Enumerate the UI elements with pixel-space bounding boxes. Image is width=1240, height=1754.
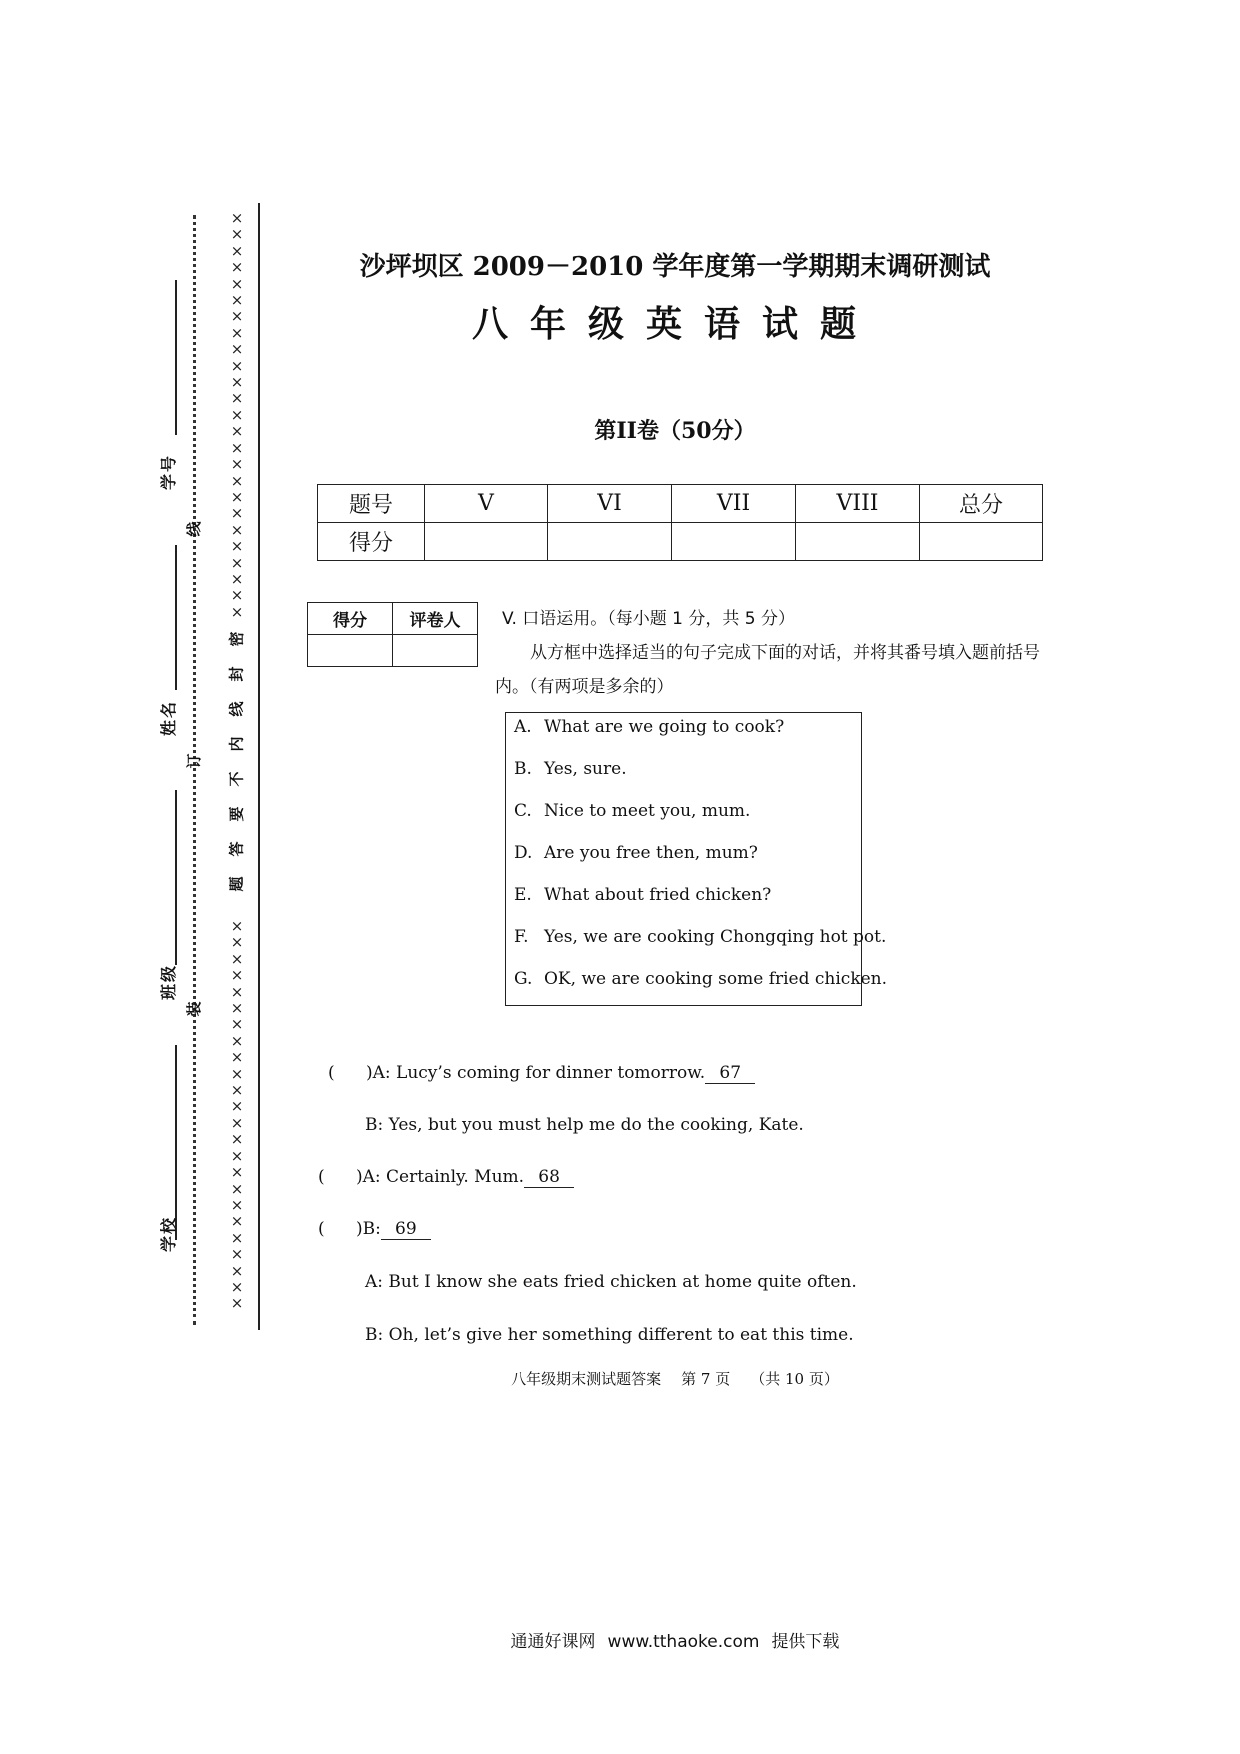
student-id-label: 学号 [159,453,178,490]
option-text: OK, we are cooking some fried chicken. [544,969,888,989]
warning-char: 要 [227,806,246,822]
credit-note: 提供下载 [771,1632,840,1652]
cross-mark: × [230,1031,244,1050]
cross-mark: × [230,1163,244,1182]
cross-mark: × [230,356,244,375]
grader-cell: 得分 [308,603,393,635]
grader-entry-cell[interactable] [308,635,393,667]
dialogue-line: B: Yes, but you must help me do the cooking, Kate. [365,1115,804,1135]
score-entry-cell[interactable] [425,523,548,561]
dialogue-text: A: Lucy’s coming for dinner tomorrow. [372,1063,706,1083]
answer-paren-close: ) [356,1167,363,1187]
question-number: 69 [381,1219,431,1240]
footer-name: 八年级期末测试题答案 [511,1370,662,1388]
section-v-heading: V. 口语运用。（每小题 1 分，共 5 分） [502,609,795,629]
option-item [514,801,750,821]
cross-mark: × [230,1245,244,1264]
class-label: 班级 [159,963,178,1000]
cross-mark: × [230,455,244,474]
cross-mark: × [230,966,244,985]
option-item [514,927,886,947]
cross-mark: × [230,487,244,506]
cross-mark: × [230,1212,244,1231]
binding-marker-ding: 订 [185,753,203,769]
warning-char: 线 [227,701,246,717]
score-entry-cell[interactable] [672,523,796,561]
exam-title: 沙坪坝区 2009－2010 学年度第一学期期末调研测试 [359,252,991,282]
grader-entry-cell[interactable] [393,635,478,667]
warning-char: 不 [227,771,246,787]
binding-marker-xian: 线 [185,521,203,537]
school-blank [175,1045,177,1240]
dialogue-text: A: Certainly. Mum. [362,1167,525,1187]
option-item [514,843,758,863]
fold-dotted-line [193,215,196,1325]
cross-mark: × [230,1081,244,1100]
cross-mark: × [230,933,244,952]
cross-mark: × [230,323,244,342]
cross-mark: × [230,504,244,523]
cross-mark: × [230,241,244,260]
download-credit [250,1627,1100,1652]
binding-line [258,203,260,1330]
cross-mark: × [230,389,244,408]
cross-mark: × [230,1195,244,1214]
score-entry-cell[interactable] [548,523,672,561]
warning-char: 密 [227,631,246,647]
option-label: G. [514,969,533,989]
cross-mark: × [230,1261,244,1280]
cross-marks-top [226,210,248,620]
footer-total: （共 10 页） [750,1370,839,1388]
options-box [505,712,888,1006]
option-text: Nice to meet you, mum. [544,801,751,821]
question-number: 68 [524,1167,574,1188]
question-number: 67 [705,1063,755,1084]
name-blank [175,545,177,690]
option-text: Are you free then, mum? [544,843,758,863]
score-table-cell: 得分 [318,523,425,561]
cross-mark: × [230,1097,244,1116]
option-item [514,885,771,905]
cross-mark: × [230,520,244,539]
cross-mark: × [230,225,244,244]
option-label: E. [514,885,532,905]
cross-mark: × [230,1277,244,1296]
cross-mark: × [230,1048,244,1067]
answer-paren-close: ) [366,1063,373,1083]
cross-mark: × [230,918,244,935]
warning-char: 内 [227,736,246,752]
cross-mark: × [230,949,244,968]
cross-mark: × [230,340,244,359]
cross-mark: × [230,569,244,588]
option-text: Yes, sure. [544,759,627,779]
cross-mark: × [230,405,244,424]
warning-char: 题 [227,876,246,892]
answer-paren-open[interactable]: ( [318,1219,325,1239]
cross-mark: × [230,1228,244,1247]
score-table-header-row [318,485,1043,523]
option-text: What are we going to cook? [544,717,785,737]
cross-mark: × [230,274,244,293]
cross-mark: × [230,471,244,490]
cross-mark: × [230,307,244,326]
page-footer [250,1368,1100,1389]
score-table-cell: VII [672,485,796,523]
score-table-cell: 总分 [920,485,1043,523]
cross-mark: × [230,1179,244,1198]
option-label: B. [514,759,532,779]
credit-url[interactable]: www.tthaoke.com [607,1632,760,1652]
dialogue-text: B: [362,1219,381,1239]
cross-mark: × [230,553,244,572]
score-table-score-row [318,523,1043,561]
option-label: C. [514,801,532,821]
cross-mark: × [230,438,244,457]
dialogue-line: A: But I know she eats fried chicken at home quite often. [365,1272,857,1292]
cross-mark: × [230,1015,244,1034]
score-entry-cell[interactable] [796,523,920,561]
cross-marks-bottom [226,918,248,1323]
option-text: What about fried chicken? [544,885,772,905]
score-table-cell: 题号 [318,485,425,523]
option-item [514,969,887,989]
name-label: 姓名 [159,699,178,736]
cross-mark: × [230,999,244,1018]
student-id-blank [175,280,177,435]
footer-page: 第 7 页 [681,1370,731,1388]
credit-site: 通通好课网 [510,1632,596,1652]
dialogue-line: B: Oh, let’s give her something different to eat this time. [365,1325,854,1345]
cross-mark: × [230,586,244,605]
cross-mark: × [230,1064,244,1083]
cross-mark: × [230,1294,244,1313]
dialogue-line-69 [318,1219,431,1240]
cross-mark: × [230,373,244,392]
score-table-cell: VIII [796,485,920,523]
answer-paren-close: ) [356,1219,363,1239]
dialogue-line-68 [318,1167,574,1188]
answer-paren-open[interactable]: ( [318,1167,325,1187]
cross-mark: × [230,1146,244,1165]
option-item [514,759,627,779]
dialogue-line-67 [328,1063,755,1084]
class-blank [175,790,177,965]
score-table-cell: VI [548,485,672,523]
cross-mark: × [230,982,244,1001]
volume-heading: 第II卷（50分） [594,418,756,444]
option-item [514,717,784,737]
score-entry-cell[interactable] [920,523,1043,561]
school-label: 学校 [159,1215,178,1252]
warning-char: 答 [227,841,246,857]
option-label: A. [514,717,532,737]
cross-mark: × [230,291,244,310]
cross-mark: × [230,602,244,620]
option-label: D. [514,843,533,863]
answer-paren-open[interactable]: ( [328,1063,335,1083]
cross-mark: × [230,210,244,227]
cross-mark: × [230,1113,244,1132]
option-label: F. [514,927,529,947]
exam-subtitle: 八年级英语试题 [471,304,878,345]
cross-mark: × [230,258,244,277]
warning-char: 封 [227,666,246,682]
cross-mark: × [230,537,244,556]
binding-marker-zhuang: 装 [185,1001,203,1017]
section-v-instruction: 从方框中选择适当的句子完成下面的对话，并将其番号填入题前括号内。（有两项是多余的） [495,643,1040,697]
cross-mark: × [230,1130,244,1149]
score-table-cell: V [425,485,548,523]
grader-cell: 评卷人 [393,603,478,635]
score-table [317,484,1043,561]
no-answer-warning [226,630,248,893]
grader-table [307,602,478,667]
option-text: Yes, we are cooking Chongqing hot pot. [544,927,887,947]
cross-mark: × [230,422,244,441]
